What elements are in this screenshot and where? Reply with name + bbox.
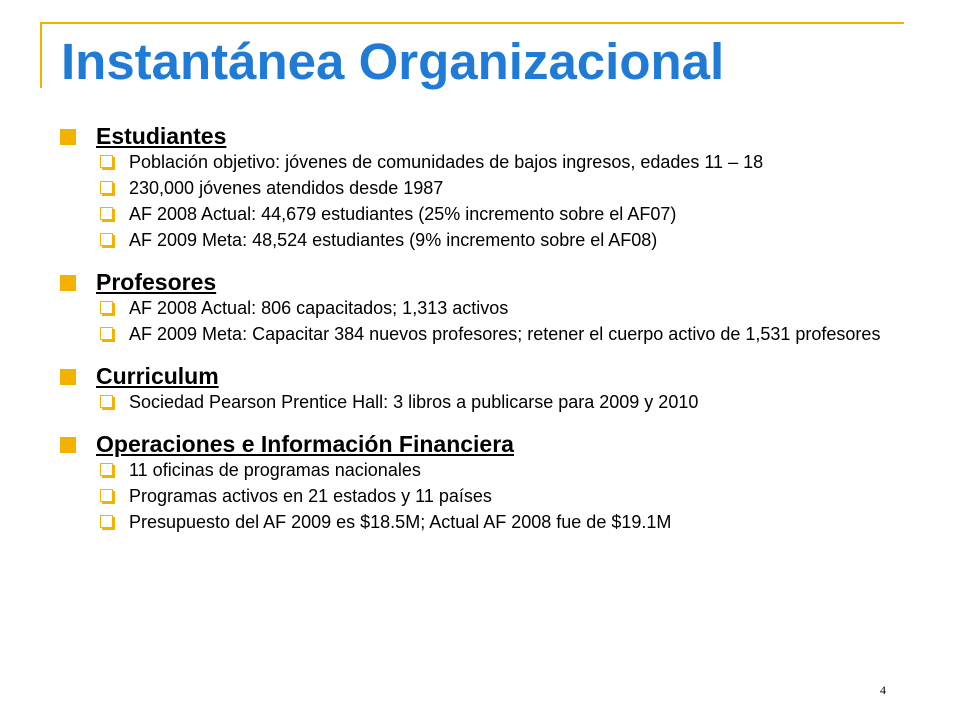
section-curriculum bbox=[60, 362, 920, 412]
checkbox-bullet-icon bbox=[100, 327, 113, 340]
bullet-list bbox=[60, 153, 920, 250]
slide-title: Instantánea Organizacional bbox=[61, 33, 725, 90]
list-item bbox=[60, 325, 899, 344]
section-heading-row bbox=[60, 122, 920, 150]
list-item bbox=[60, 231, 899, 250]
checkbox-bullet-icon bbox=[100, 207, 113, 220]
list-item-text: AF 2008 Actual: 44,679 estudiantes (25% incremento sobre el AF07) bbox=[129, 204, 677, 224]
checkbox-bullet-icon bbox=[100, 233, 113, 246]
square-bullet-icon bbox=[60, 437, 76, 453]
list-item bbox=[60, 299, 899, 318]
slide-body bbox=[60, 122, 920, 550]
list-item bbox=[60, 393, 899, 412]
section-estudiantes bbox=[60, 122, 920, 250]
list-item-text: 11 oficinas de programas nacionales bbox=[129, 460, 421, 480]
section-heading-row bbox=[60, 362, 920, 390]
section-heading: Estudiantes bbox=[96, 123, 227, 149]
list-item-text: Sociedad Pearson Prentice Hall: 3 libros a publicarse para 2009 y 2010 bbox=[129, 392, 699, 412]
list-item bbox=[60, 179, 899, 198]
list-item bbox=[60, 461, 899, 480]
list-item-text: AF 2009 Meta: Capacitar 384 nuevos profesores; retener el cuerpo activo de 1,531 profesores bbox=[129, 324, 881, 344]
section-profesores bbox=[60, 268, 920, 344]
title-rule-vertical bbox=[40, 22, 42, 88]
list-item-text: AF 2009 Meta: 48,524 estudiantes (9% incremento sobre el AF08) bbox=[129, 230, 658, 250]
checkbox-bullet-icon bbox=[100, 155, 113, 168]
bullet-list bbox=[60, 461, 920, 532]
bullet-list bbox=[60, 299, 920, 344]
square-bullet-icon bbox=[60, 369, 76, 385]
title-rule-horizontal bbox=[40, 22, 904, 24]
checkbox-bullet-icon bbox=[100, 301, 113, 314]
list-item-text: 230,000 jóvenes atendidos desde 1987 bbox=[129, 178, 444, 198]
section-heading: Curriculum bbox=[96, 363, 219, 389]
list-item bbox=[60, 205, 899, 224]
list-item bbox=[60, 487, 899, 506]
list-item-text: AF 2008 Actual: 806 capacitados; 1,313 activos bbox=[129, 298, 509, 318]
list-item bbox=[60, 513, 899, 532]
checkbox-bullet-icon bbox=[100, 515, 113, 528]
checkbox-bullet-icon bbox=[100, 489, 113, 502]
checkbox-bullet-icon bbox=[100, 395, 113, 408]
checkbox-bullet-icon bbox=[100, 181, 113, 194]
list-item bbox=[60, 153, 899, 172]
list-item-text: Programas activos en 21 estados y 11 países bbox=[129, 486, 492, 506]
list-item-text: Población objetivo: jóvenes de comunidades de bajos ingresos, edades 11 – 18 bbox=[129, 152, 764, 172]
section-heading: Operaciones e Información Financiera bbox=[96, 431, 514, 457]
square-bullet-icon bbox=[60, 129, 76, 145]
bullet-list bbox=[60, 393, 920, 412]
page-number: 4 bbox=[880, 683, 886, 697]
section-operaciones bbox=[60, 430, 920, 532]
section-heading-row bbox=[60, 430, 920, 458]
square-bullet-icon bbox=[60, 275, 76, 291]
list-item-text: Presupuesto del AF 2009 es $18.5M; Actual AF 2008 fue de $19.1M bbox=[129, 512, 672, 532]
section-heading: Profesores bbox=[96, 269, 217, 295]
section-heading-row bbox=[60, 268, 920, 296]
checkbox-bullet-icon bbox=[100, 463, 113, 476]
